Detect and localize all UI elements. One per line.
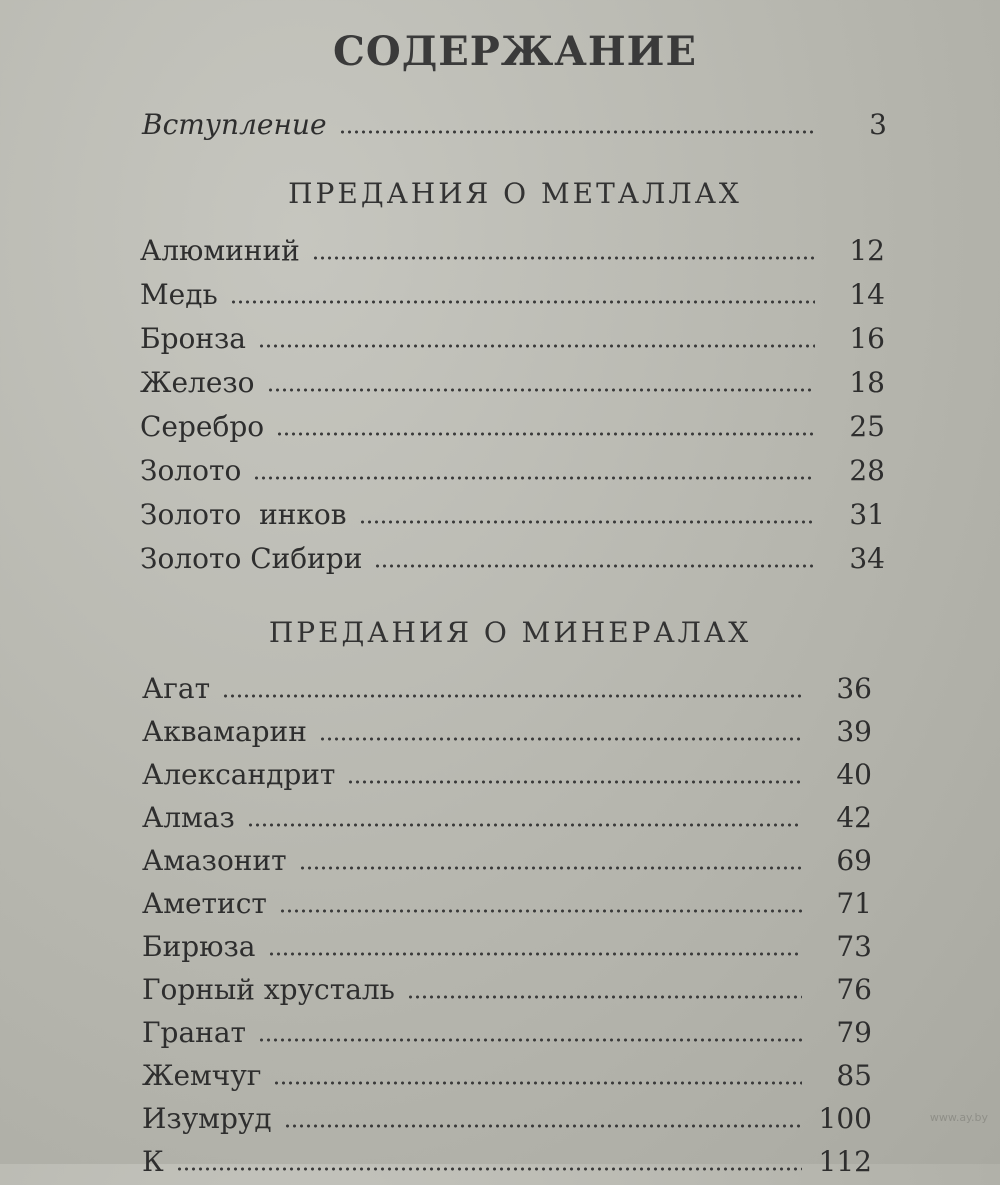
dot-leader [374, 564, 815, 568]
toc-entry-label: Вступление [142, 108, 327, 141]
toc-row [140, 234, 885, 274]
toc-row [142, 887, 872, 927]
toc-row [140, 410, 885, 450]
toc-entry-label: Гранат [142, 1016, 247, 1049]
toc-entry-label: Бронза [140, 322, 246, 355]
toc-page-number: 112 [818, 1145, 872, 1178]
toc-entry-label: Александрит [142, 758, 336, 791]
toc-row [140, 278, 885, 318]
toc-entry-label: Агат [142, 672, 211, 705]
toc-page-number: 39 [836, 715, 872, 748]
toc-entry-label: Аметист [142, 887, 267, 920]
dot-leader [230, 300, 815, 304]
toc-row [142, 758, 872, 798]
toc-row [142, 1102, 872, 1142]
section-heading-minerals: ПРЕДАНИЯ О МИНЕРАЛАХ [268, 616, 752, 649]
toc-page-number: 76 [836, 973, 872, 1006]
toc-page-number: 100 [818, 1102, 872, 1135]
toc-page-number: 36 [836, 672, 872, 705]
dot-leader [268, 952, 802, 956]
toc-row [140, 498, 885, 538]
toc-entry-label: К [142, 1145, 164, 1178]
toc-row [142, 1145, 872, 1185]
toc-row [142, 715, 872, 755]
dot-leader [359, 520, 815, 524]
toc-entry-label: Золото [140, 454, 242, 487]
toc-page-number: 42 [836, 801, 872, 834]
dot-leader [176, 1167, 802, 1171]
toc-row [142, 1059, 872, 1099]
toc-entry-label: Бирюза [142, 930, 256, 963]
dot-leader [258, 344, 815, 348]
toc-page-number: 25 [849, 410, 885, 443]
toc-entry-label: Золото инков [140, 498, 347, 531]
toc-page-number: 40 [836, 758, 872, 791]
dot-leader [312, 256, 815, 260]
dot-leader [299, 866, 802, 870]
toc-entry-label: Алюминий [140, 234, 300, 267]
dot-leader [407, 995, 802, 999]
toc-row [142, 1016, 872, 1056]
toc-entry-label: Изумруд [142, 1102, 272, 1135]
toc-entry-label: Жемчуг [142, 1059, 262, 1092]
toc-page-number: 31 [849, 498, 885, 531]
toc-row [142, 930, 872, 970]
toc-row [140, 366, 885, 406]
toc-entry-label: Медь [140, 278, 218, 311]
toc-row [142, 844, 872, 884]
toc-row [140, 542, 885, 582]
toc-entry-label: Алмаз [142, 801, 235, 834]
toc-intro-row [142, 108, 887, 148]
dot-leader [279, 909, 802, 913]
toc-row [140, 454, 885, 494]
dot-leader [253, 476, 815, 480]
toc-entry-label: Амазонит [142, 844, 287, 877]
dot-leader [222, 694, 802, 698]
toc-page-number: 12 [849, 234, 885, 267]
toc-page-number: 18 [849, 366, 885, 399]
toc-page-number: 28 [849, 454, 885, 487]
toc-entry-label: Золото Сибири [140, 542, 363, 575]
dot-leader [339, 130, 817, 134]
toc-row [140, 322, 885, 362]
toc-page-number: 71 [836, 887, 872, 920]
toc-row [142, 801, 872, 841]
toc-page-number: 3 [869, 108, 887, 141]
dot-leader [284, 1124, 802, 1128]
toc-page-number: 85 [836, 1059, 872, 1092]
toc-entry-label: Серебро [140, 410, 265, 443]
toc-entry-label: Аквамарин [142, 715, 307, 748]
dot-leader [273, 1081, 802, 1085]
toc-page-number: 79 [836, 1016, 872, 1049]
toc-page-number: 16 [849, 322, 885, 355]
toc-page-number: 34 [849, 542, 885, 575]
page-title: СОДЕРЖАНИЕ [333, 28, 697, 75]
toc-page-number: 14 [849, 278, 885, 311]
watermark: www.ay.by [929, 1111, 988, 1124]
dot-leader [276, 432, 815, 436]
toc-page-number: 69 [836, 844, 872, 877]
dot-leader [267, 388, 815, 392]
dot-leader [347, 780, 802, 784]
toc-row [142, 672, 872, 712]
section-heading-metals: ПРЕДАНИЯ О МЕТАЛЛАХ [288, 177, 742, 210]
dot-leader [247, 823, 802, 827]
toc-row [142, 973, 872, 1013]
dot-leader [258, 1038, 802, 1042]
toc-page-number: 73 [836, 930, 872, 963]
toc-entry-label: Железо [140, 366, 255, 399]
toc-entry-label: Горный хрусталь [142, 973, 395, 1006]
dot-leader [319, 737, 802, 741]
